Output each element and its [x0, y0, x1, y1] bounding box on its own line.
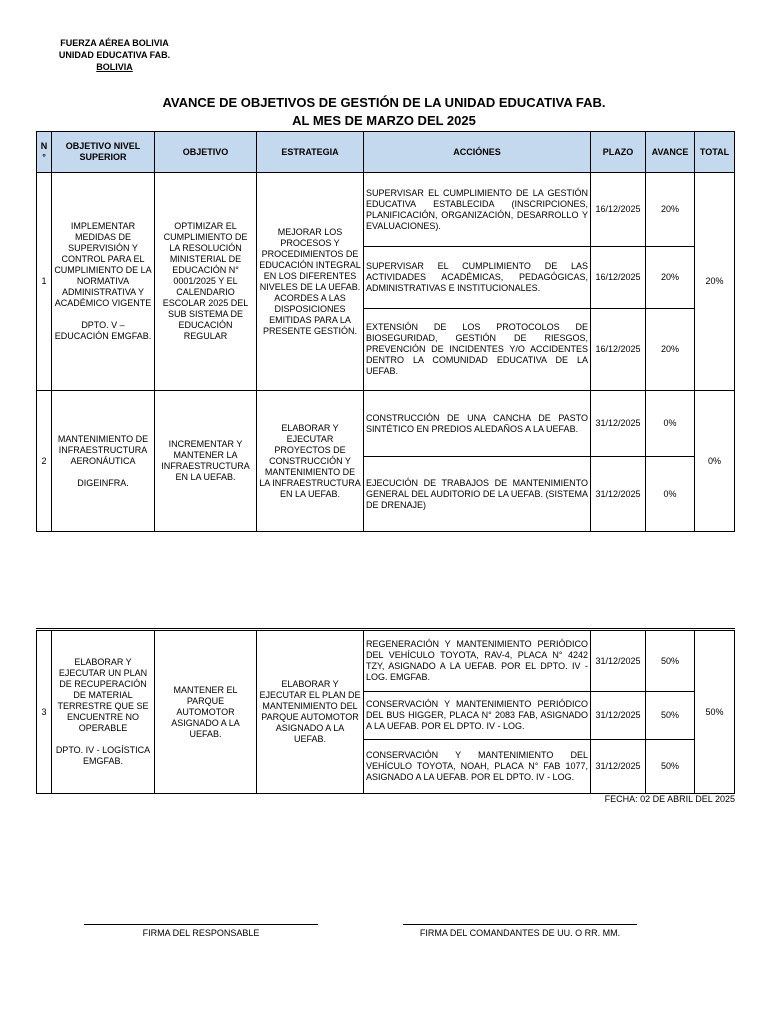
institution-line-1: FUERZA AÉREA BOLIVIA — [60, 38, 169, 48]
table-row — [37, 173, 735, 247]
objetivo-superior-text: MANTENIMIENTO DE INFRAESTRUCTURA AERONÁUTICA — [57, 433, 149, 466]
report-date: FECHA: 02 DE ABRIL DEL 2025 — [604, 794, 735, 804]
plazo-cell: 31/12/2025 — [591, 692, 646, 740]
col-header-total: TOTAL — [695, 132, 735, 173]
objectives-table — [36, 131, 735, 532]
accion-cell: REGENERACIÓN Y MANTENIMIENTO PERIÓDICO DEL VEHÍCULO TOYOTA, RAV-4, PLACA N° 4242 TZY, ASIGNADO A LA UEFAB. POR EL DPTO. IV - LOG. EMGFAB. — [364, 630, 591, 692]
objetivo-superior-cell — [52, 173, 155, 391]
avance-cell: 0% — [646, 391, 695, 457]
responsable-text: DIGEINFRA. — [77, 477, 129, 488]
signature-line-comandante — [403, 924, 637, 925]
signature-label-responsable: FIRMA DEL RESPONSABLE — [142, 928, 260, 938]
estrategia-cell: ELABORAR Y EJECUTAR PROYECTOS DE CONSTRUCCIÓN Y MANTENIMIENTO DE LA INFRAESTRUCTURA EN LA UEFAB. — [257, 391, 364, 532]
institution-line-3: BOLIVIA — [96, 62, 133, 72]
objetivo-cell: INCREMENTAR Y MANTENER LA INFRAESTRUCTURA EN LA UEFAB. — [155, 391, 257, 532]
row-number: 3 — [37, 630, 52, 794]
col-header-num: N ° — [37, 132, 52, 173]
estrategia-cell: MEJORAR LOS PROCESOS Y PROCEDIMIENTOS DE EDUCACIÓN INTEGRAL EN LOS DIFERENTES NIVELES DE LA UEFAB. ACORDES A LAS DISPOSICIONES EMITIDAS PARA LA PRESENTE GESTIÓN. — [257, 173, 364, 391]
institution-header — [52, 37, 177, 73]
accion-cell: CONSTRUCCIÓN DE UNA CANCHA DE PASTO SINTÉTICO EN PREDIOS ALEDAÑOS A LA UEFAB. — [364, 391, 591, 457]
signature-label-comandante: FIRMA DEL COMANDANTES DE UU. O RR. MM. — [419, 928, 621, 938]
plazo-cell: 31/12/2025 — [591, 391, 646, 457]
objectives-table-continued — [36, 628, 735, 794]
objetivo-superior-text: ELABORAR Y EJECUTAR UN PLAN DE RECUPERACIÓN DE MATERIAL TERRESTRE QUE SE ENCUENTRE NO OPERABLE — [57, 657, 149, 733]
avance-cell: 50% — [646, 630, 695, 692]
responsable-text: DPTO. IV - LOGÍSTICA EMGFAB. — [55, 745, 151, 766]
accion-cell: SUPERVISAR EL CUMPLIMIENTO DE LAS ACTIVIDADES ACADÉMICAS, PEDAGÓGICAS, ADMINISTRATIVAS E INSTITUCIONALES. — [364, 247, 591, 309]
plazo-cell: 16/12/2025 — [591, 247, 646, 309]
col-header-plazo: PLAZO — [591, 132, 646, 173]
objetivo-superior-cell — [52, 630, 155, 794]
plazo-cell: 16/12/2025 — [591, 309, 646, 391]
table-row — [37, 630, 735, 692]
total-cell: 20% — [695, 173, 735, 391]
accion-cell: EJECUCIÓN DE TRABAJOS DE MANTENIMIENTO GENERAL DEL AUDITORIO DE LA UEFAB. (SISTEMA DE DRENAJE) — [364, 457, 591, 532]
institution-line-2: UNIDAD EDUCATIVA FAB. — [58, 50, 171, 60]
avance-cell: 50% — [646, 692, 695, 740]
accion-cell: EXTENSIÓN DE LOS PROTOCOLOS DE BIOSEGURIDAD, GESTIÓN DE RIESGOS, PREVENCIÓN DE INCIDENTES Y/O ACCIDENTES DENTRO LA COMUNIDAD EDUCATIVA DE LA UEFAB. — [364, 309, 591, 391]
signature-line-responsable — [84, 924, 318, 925]
col-header-objetivo-superior: OBJETIVO NIVEL SUPERIOR — [52, 132, 155, 173]
col-header-acciones: ACCIÓNES — [364, 132, 591, 173]
plazo-cell: 31/12/2025 — [591, 740, 646, 794]
row-number: 1 — [37, 173, 52, 391]
col-header-objetivo: OBJETIVO — [155, 132, 257, 173]
plazo-cell: 31/12/2025 — [591, 630, 646, 692]
objetivo-cell: MANTENER EL PARQUE AUTOMOTOR ASIGNADO A LA UEFAB. — [155, 630, 257, 794]
avance-cell: 20% — [646, 173, 695, 247]
table-row — [37, 391, 735, 457]
table-header-row — [37, 132, 735, 173]
accion-cell: SUPERVISAR EL CUMPLIMIENTO DE LA GESTIÓN EDUCATIVA ESTABLECIDA (INSCRIPCIONES, PLANIFICACIÓN, ORGANIZACIÓN, DESARROLLO Y EVALUACIONES). — [364, 173, 591, 247]
plazo-cell: 16/12/2025 — [591, 173, 646, 247]
objetivo-superior-text: IMPLEMENTAR MEDIDAS DE SUPERVISIÓN Y CONTROL PARA EL CUMPLIMIENTO DE LA NORMATIVA ADMINISTRATIVA Y ACADÉMICO VIGENTE — [54, 221, 152, 308]
avance-cell: 20% — [646, 247, 695, 309]
col-header-avance: AVANCE — [646, 132, 695, 173]
accion-cell: CONSERVACIÓN Y MANTENIMIENTO PERIÓDICO DEL BUS HIGGER, PLACA N° 2083 FAB, ASIGNADO A LA UEFAB. POR EL DPTO. IV - LOG. — [364, 692, 591, 740]
avance-cell: 0% — [646, 457, 695, 532]
col-header-estrategia: ESTRATEGIA — [257, 132, 364, 173]
total-cell: 0% — [695, 391, 735, 532]
row-number: 2 — [37, 391, 52, 532]
estrategia-cell: ELABORAR Y EJECUTAR EL PLAN DE MANTENIMIENTO DEL PARQUE AUTOMOTOR ASIGNADO A LA UEFAB. — [257, 630, 364, 794]
objetivo-cell: OPTIMIZAR EL CUMPLIMIENTO DE LA RESOLUCIÓN MINISTERIAL DE EDUCACIÓN N° 0001/2025 Y EL CALENDARIO ESCOLAR 2025 DEL SUB SISTEMA DE EDUCACIÓN REGULAR — [155, 173, 257, 391]
document-subtitle: AL MES DE MARZO DEL 2025 — [292, 113, 476, 128]
plazo-cell: 31/12/2025 — [591, 457, 646, 532]
total-cell: 50% — [695, 630, 735, 794]
objetivo-superior-cell — [52, 391, 155, 532]
responsable-text: DPTO. V – EDUCACIÓN EMGFAB. — [54, 320, 152, 341]
avance-cell: 20% — [646, 309, 695, 391]
accion-cell: CONSERVACIÓN Y MANTENIMIENTO DEL VEHÍCULO TOYOTA, NOAH, PLACA N° FAB 1077, ASIGNADO A LA UEFAB. POR EL DPTO. IV - LOG. — [364, 740, 591, 794]
avance-cell: 50% — [646, 740, 695, 794]
document-title: AVANCE DE OBJETIVOS DE GESTIÓN DE LA UNIDAD EDUCATIVA FAB. — [162, 95, 606, 110]
